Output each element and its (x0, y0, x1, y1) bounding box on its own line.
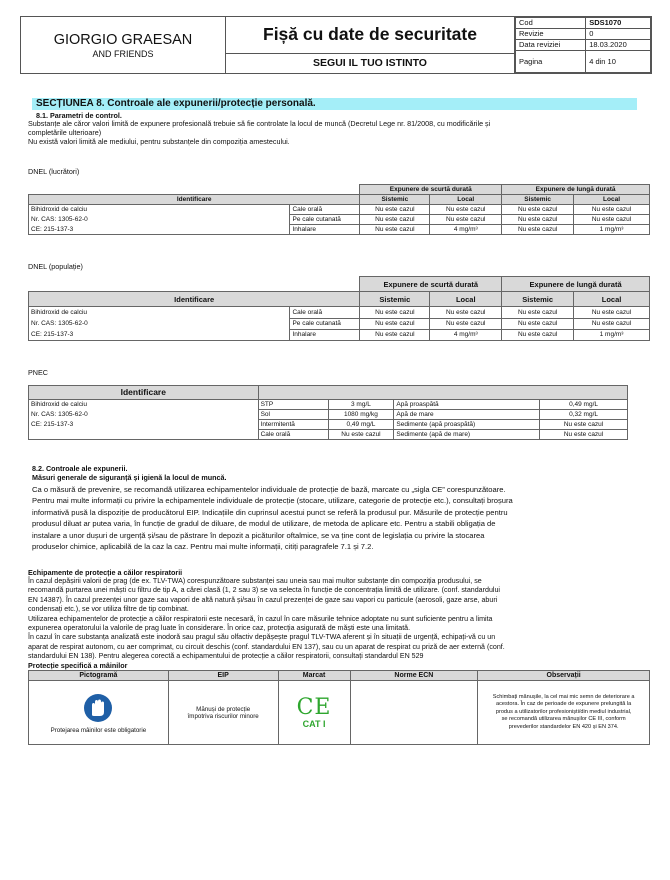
short-term-header: Expunere de scurtă durată (360, 277, 502, 292)
text-line: Substanțe ale căror valori limită de expunere profesională trebuie să fie controlate la locul de muncă (Decretul Lege nr. 81/2008, cu modificările și (28, 119, 491, 128)
value-cell: 1 mg/m³ (574, 329, 650, 341)
eip-cell (168, 681, 278, 745)
substance-name: Bihidroxid de calciu (29, 400, 259, 410)
value-cell: Nu este cazul (574, 215, 650, 225)
hands-title: Protecție specifică a mâinilor (28, 661, 128, 670)
param: Apă de mare (394, 410, 540, 420)
text-line: Utilizarea echipamentelor de protecție a căilor respiratorii este necesară, în cazul în care măsurile tehnice adoptate nu sunt suficiente pentru a limita (28, 614, 493, 623)
col-header: Local (574, 292, 650, 307)
text-line: completările ulterioare) (28, 128, 102, 137)
pictogram-cell (29, 681, 169, 745)
resp-title: Echipamente de protecție a căilor respiratorii (28, 568, 183, 577)
value-cell: 3 mg/L (328, 400, 394, 410)
text-line: În cazul depășirii valorii de prag (de ex. TLV-TWA) corespunzătoare substanței sau uneia sau mai multor substanțe din compoziția produsului, se (28, 577, 482, 585)
value-cell: Nu este cazul (328, 430, 394, 440)
value-cell: 0,49 mg/L (328, 420, 394, 430)
text-line: produselor chimice, aplicabilă de la caz la caz. Pentru mai multe informații, citiți paragrafele 7.1 și 7.2. (32, 542, 374, 552)
text-line: împotriva riscurilor minore (187, 712, 259, 720)
col-header: Pictogramă (29, 671, 169, 681)
value-cell: Nu este cazul (574, 318, 650, 329)
value-cell: 4 mg/m³ (430, 329, 502, 341)
col-header: Sistemic (360, 195, 430, 205)
meta-table (515, 17, 651, 73)
mark-cell (278, 681, 350, 745)
meta-value: SDS1070 (586, 18, 651, 29)
ident-header: Identificare (29, 195, 360, 205)
gloves-icon (83, 693, 113, 723)
value-cell: Nu este cazul (360, 318, 430, 329)
route: Pe cale cutanată (290, 318, 360, 329)
substance-cas: Nr. CAS: 1305-62-0 (29, 410, 259, 420)
pnec-header-blank (258, 386, 627, 400)
ident-header: Identificare (29, 292, 360, 307)
value-cell: Nu este cazul (574, 307, 650, 319)
value-cell: Nu este cazul (360, 215, 430, 225)
value-cell: Nu este cazul (430, 205, 502, 215)
meta-value: 0 (586, 29, 651, 40)
substance-ce: CE: 215-137-3 (29, 225, 290, 235)
text-line: produs a utilizatorilor profesioniști/din mediul industrial, (495, 708, 632, 715)
value-cell: Nu este cazul (360, 329, 430, 341)
text-line: expunerea operatorului la valorile de prag luate în considerare. În orice caz, protecția asigurată de măști este una limitată. (28, 624, 411, 633)
value-cell: 0,32 mg/L (540, 410, 628, 420)
subsection-8-2: 8.2. Controale ale expunerii. (32, 464, 128, 473)
value-cell: Nu este cazul (502, 225, 574, 235)
param: Cale orală (258, 430, 328, 440)
param: Sol (258, 410, 328, 420)
value-cell: 1 mg/m³ (574, 225, 650, 235)
text-line: Schimbați mănușile, la cel mai mic semn de deteriorare a (492, 693, 635, 700)
param: Sedimente (apă de mare) (394, 430, 540, 440)
value-cell: Nu este cazul (430, 215, 502, 225)
text-line: Mănuși de protecție (196, 705, 251, 713)
value-cell: Nu este cazul (502, 329, 574, 341)
value-cell: Nu este cazul (574, 205, 650, 215)
value-cell: Nu este cazul (360, 205, 430, 215)
text-line: informativă pusă la dispoziție de producătorul EIP. Indicațiile din cuprinsul acestui punct se referă la produsul pur. Măsurile de protecție pentru (32, 507, 508, 517)
ce-category: CAT I (302, 718, 326, 729)
general-measures (32, 484, 642, 552)
paragraph (28, 119, 648, 146)
value-cell: Nu este cazul (540, 430, 628, 440)
ident-header: Identificare (29, 386, 259, 400)
meta-label: Revizie (516, 29, 586, 40)
col-header: Sistemic (502, 195, 574, 205)
col-header: Norme ECN (350, 671, 478, 681)
company-line-1: GIORGIO GRAESAN (53, 32, 193, 48)
value-cell: Nu este cazul (360, 225, 430, 235)
resp-text (28, 577, 648, 662)
col-header: Sistemic (502, 292, 574, 307)
text-line: recomandă purtarea unei măști cu filtru de tip A, a cărei clasă (1, 2 sau 3) se va selecta în funcție de concentrația limită de utilizare. (conf. standardului (28, 586, 500, 595)
doc-title: Fișă cu date de securitate (226, 17, 514, 54)
text-line: În cazul în care substanța analizată este inodoră sau pragul său olfactiv depășește pragul TLV-TWA aferent și în situații de urgență, echipați-vă cu un (28, 633, 496, 642)
col-header: Local (430, 292, 502, 307)
pnec-label: PNEC (28, 368, 48, 377)
meta-label: Cod (516, 18, 586, 29)
col-header: EIP (168, 671, 278, 681)
meta-value: 4 din 10 (586, 51, 651, 73)
pnec-table (28, 385, 628, 440)
param: STP (258, 400, 328, 410)
text-line: Ca o măsură de prevenire, se recomandă utilizarea echipamentelor individuale de protecție de bază, marcate cu „sigla CE” corespunzătoare. (32, 485, 506, 494)
col-header: Local (574, 195, 650, 205)
text-line: EN 14387). În cazul prezenței unor gaze sau vapori de altă natură și/sau în cazul prezenței de gaze sau vapori cu particule (aerosoli, gaze arse, aburi (28, 595, 498, 604)
col-header: Marcat (278, 671, 350, 681)
long-term-header: Expunere de lungă durată (502, 277, 650, 292)
value-cell: Nu este cazul (540, 420, 628, 430)
text-line: se recomandă utilizarea mănușilor CE III, conform (501, 716, 626, 723)
value-cell: Nu este cazul (360, 307, 430, 319)
observations-cell (478, 681, 650, 745)
pictogram-caption: Protejarea mâinilor este obligatorie (50, 727, 147, 734)
value-cell: Nu este cazul (502, 215, 574, 225)
long-term-header: Expunere de lungă durată (502, 185, 650, 195)
value-cell: 0,49 mg/L (540, 400, 628, 410)
route: Cale orală (290, 205, 360, 215)
value-cell: Nu este cazul (430, 318, 502, 329)
text-line: condensați etc.), se vor utiliza filtre de tip combinat. (28, 605, 189, 614)
text-line: standardului EN 138). Pentru alegerea corectă a echipamentului de protecție a căilor respiratorii, consultați standardul EN 529 (28, 652, 424, 661)
text-line: instalare a unor dușuri de urgență și/sau de păstrare în depozit a picăturilor oftalmice, se va ține cont de legislația cu privire la stocarea (32, 530, 485, 540)
short-term-header: Expunere de scurtă durată (360, 185, 502, 195)
param: Sedimente (apă proaspătă) (394, 420, 540, 430)
route: Cale orală (290, 307, 360, 319)
dnel-pop-label: DNEL (populație) (28, 262, 83, 271)
document-header (20, 16, 652, 74)
route: Inhalare (290, 225, 360, 235)
slogan: SEGUI IL TUO ISTINTO (313, 57, 427, 69)
dnel-workers-label: DNEL (lucrători) (28, 167, 80, 176)
subsection-8-2-subtitle: Măsuri generale de siguranță și igienă la locul de muncă. (32, 473, 227, 482)
substance-cas: Nr. CAS: 1305-62-0 (29, 215, 290, 225)
route: Inhalare (290, 329, 360, 341)
value-cell: Nu este cazul (430, 307, 502, 319)
dnel-pop-table (28, 276, 650, 341)
text-line: prevederilor standardelor EN 420 și EN 374. (508, 723, 619, 730)
subsection-8-1: 8.1. Parametri de control. (36, 111, 122, 120)
text-line: produsul diluat ar putea varia, în funcție de gradul de diluare, de modul de utilizare, de metoda de aplicare etc. Pentru a stabili obligația de (32, 519, 496, 529)
substance-ce: CE: 215-137-3 (29, 420, 259, 430)
company-name (21, 17, 226, 73)
value-cell: Nu este cazul (502, 318, 574, 329)
substance-name: Bihidroxid de calciu (29, 205, 290, 215)
value-cell: 1080 mg/kg (328, 410, 394, 420)
substance-ce: CE: 215-137-3 (29, 329, 290, 341)
param: Intermitentă (258, 420, 328, 430)
route: Pe cale cutanată (290, 215, 360, 225)
meta-label: Pagina (516, 51, 586, 73)
meta-value: 18.03.2020 (586, 40, 651, 51)
text-line: Nu există valori limită ale mediului, pentru substanțele din compoziția amestecului. (28, 137, 290, 146)
text-line: acestora. În caz de perioade de expunere prelungită la (495, 701, 632, 708)
substance-cas: Nr. CAS: 1305-62-0 (29, 318, 290, 329)
value-cell: 4 mg/m³ (430, 225, 502, 235)
value-cell: Nu este cazul (502, 307, 574, 319)
ecn-cell (350, 681, 478, 745)
text-line: Pentru mai multe informații cu privire la echipamentele individuale de protecție (stocare, utilizare, categorie de protecție etc.), consultați broșura (32, 496, 513, 506)
value-cell: Nu este cazul (502, 205, 574, 215)
substance-blank (29, 430, 259, 440)
hands-table (28, 670, 650, 745)
company-line-2: AND FRIENDS (92, 49, 154, 59)
dnel-workers-table (28, 184, 650, 235)
text-line: aparat de respirat autonom, cu aer comprimat, cu circuit deschis (conf. standardului EN 137), sau cu un aparat de respirat cu priză de aer externă (conf. (28, 642, 505, 651)
param: Apă proaspătă (394, 400, 540, 410)
ce-mark: CE (296, 694, 332, 720)
section-title: SECȚIUNEA 8. Controale ale expunerii/protecție personală. (32, 98, 637, 110)
col-header: Local (430, 195, 502, 205)
meta-label: Data reviziei (516, 40, 586, 51)
substance-name: Bihidroxid de calciu (29, 307, 290, 319)
col-header: Observații (478, 671, 650, 681)
col-header: Sistemic (360, 292, 430, 307)
